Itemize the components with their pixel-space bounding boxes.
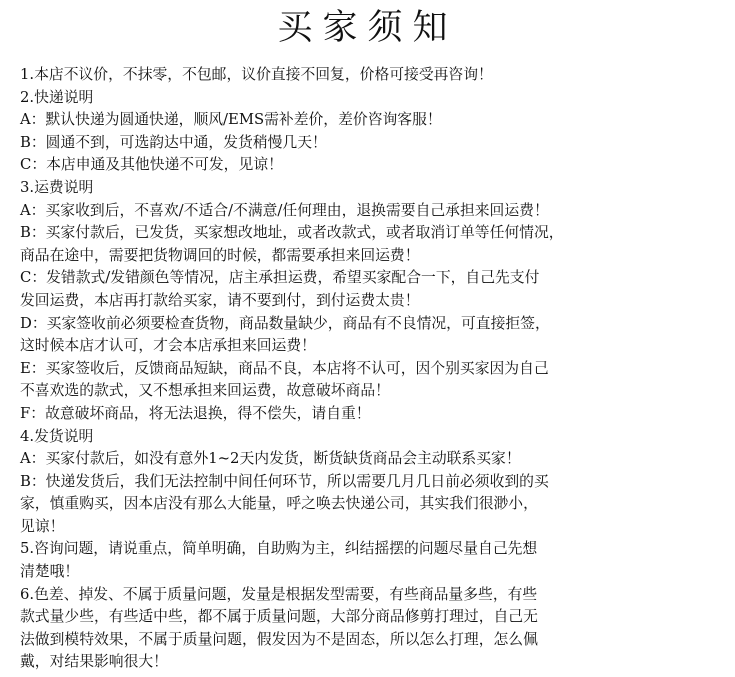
notice-line: 5.咨询问题，请说重点，简单明确，自助购为主，纠结摇摆的问题尽量自己先想 bbox=[20, 540, 538, 558]
notice-line: B：买家付款后，已发货，买家想改地址，或者改款式，或者取消订单等任何情况， bbox=[20, 224, 564, 242]
notice-line: C：发错款式/发错颜色等情况，店主承担运费，希望买家配合一下，自己先支付 bbox=[20, 269, 540, 287]
notice-line: D：买家签收前必须要检查货物，商品数量缺少，商品有不良情况，可直接拒签， bbox=[20, 314, 550, 332]
notice-line: 见谅！ bbox=[20, 517, 65, 535]
notice-line: 不喜欢选的款式，又不想承担来回运费，故意破坏商品！ bbox=[20, 382, 390, 400]
notice-line: 家，慎重购买，因本店没有那么大能量，呼之唤去快递公司，其实我们很渺小， bbox=[20, 495, 538, 513]
notice-line: A：买家收到后，不喜欢/不适合/不满意/任何理由，退换需要自己承担来回运费！ bbox=[20, 201, 549, 219]
page-title: 买家须知 bbox=[277, 8, 458, 48]
notice-line: 款式量少些，有些适中些，都不属于质量问题，大部分商品修剪打理过，自己无 bbox=[20, 608, 538, 626]
notice-list bbox=[20, 64, 732, 674]
notice-line: 这时候本店才认可，才会本店承担来回运费！ bbox=[20, 337, 316, 355]
notice-line: B：圆通不到，可选韵达中通，发货稍慢几天！ bbox=[20, 133, 327, 151]
notice-line: F：故意破坏商品，将无法退换，得不偿失，请自重！ bbox=[20, 404, 371, 422]
notice-line: 清楚哦！ bbox=[20, 563, 80, 581]
notice-line: A：买家付款后，如没有意外1~2天内发货，断货缺货商品会主动联系买家！ bbox=[20, 450, 521, 468]
notice-line: C：本店申通及其他快递不可发，见谅！ bbox=[20, 156, 283, 174]
section-heading-delivery: 4.发货说明 bbox=[20, 427, 94, 445]
section-heading-shipping: 2.快递说明 bbox=[20, 88, 94, 106]
notice-line: 6.色差、掉发、不属于质量问题，发量是根据发型需要，有些商品量多些，有些 bbox=[20, 585, 538, 603]
notice-line: E：买家签收后，反馈商品短缺，商品不良，本店将不认可，因个别买家因为自己 bbox=[20, 359, 549, 377]
notice-line: 戴，对结果影响很大！ bbox=[20, 653, 168, 671]
notice-line: B：快递发货后，我们无法控制中间任何环节，所以需要几月几日前必须收到的买 bbox=[20, 472, 549, 490]
notice-line: A：默认快递为圆通快递，顺风/EMS需补差价，差价咨询客服！ bbox=[20, 111, 442, 129]
notice-line: 商品在途中，需要把货物调回的时候，都需要承担来回运费！ bbox=[20, 246, 420, 264]
notice-line: 发回运费，本店再打款给买家，请不要到付，到付运费太贵！ bbox=[20, 291, 420, 309]
notice-line: 法做到模特效果，不属于质量问题，假发因为不是固态，所以怎么打理，怎么佩 bbox=[20, 630, 538, 648]
section-heading-freight: 3.运费说明 bbox=[20, 178, 94, 196]
notice-line: 1.本店不议价，不抹零，不包邮，议价直接不回复，价格可接受再咨询！ bbox=[20, 66, 493, 83]
